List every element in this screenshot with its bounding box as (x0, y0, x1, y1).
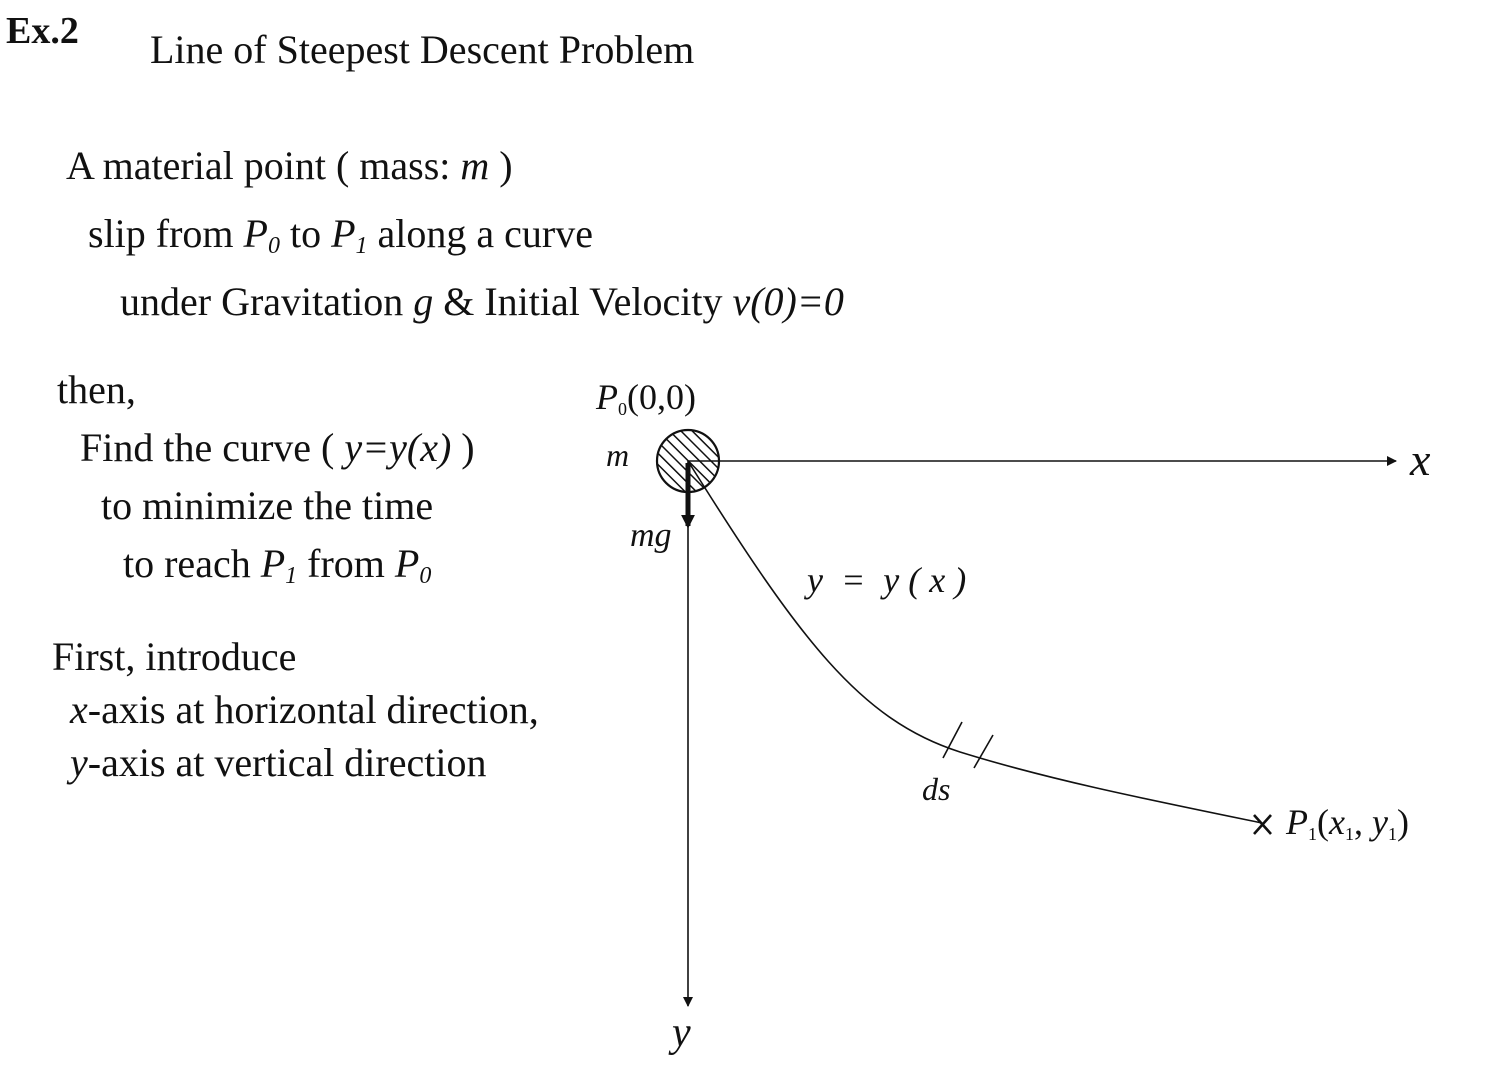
g-symbol: g (413, 279, 434, 324)
find-curve-prefix: Find the curve ( (80, 425, 345, 470)
p0-symbol: P (243, 211, 268, 256)
p1-subscript: 1 (355, 233, 368, 259)
setup-line-1-prefix: A material point ( mass: (66, 143, 461, 188)
ds-tick-1 (943, 722, 962, 758)
p1-comma: , (1353, 802, 1372, 842)
y-variable: y (70, 740, 88, 785)
mass-label: m (606, 437, 630, 473)
initial-velocity-expr: v(0)=0 (732, 279, 844, 324)
gravitation-text: under Gravitation (120, 279, 414, 324)
mass-symbol: m (460, 143, 490, 188)
reach-from-text: from (297, 541, 395, 586)
p1-y-coord: y (1371, 802, 1388, 842)
trajectory-curve (688, 461, 1262, 823)
y-axis-text: -axis at vertical direction (87, 740, 487, 785)
slip-from-text: slip from (88, 211, 244, 256)
example-label: Ex.2 (6, 10, 79, 52)
reach-p0-subscript: 0 (419, 563, 432, 589)
p1-label-letter: P (1286, 802, 1308, 842)
minimize-time-line: to minimize the time (101, 483, 434, 528)
reach-p0-symbol: P (394, 541, 420, 586)
curve-equation-label: y = y ( x ) (807, 560, 967, 600)
p0-coordinates: (0,0) (627, 377, 696, 417)
then-text: then, (57, 367, 136, 412)
p1-y-subscript: 1 (1387, 824, 1397, 844)
p0-label (595, 377, 696, 419)
reach-prefix: to reach (123, 541, 261, 586)
x-axis-text: -axis at horizontal direction, (87, 687, 539, 732)
to-text: to (279, 211, 332, 256)
first-introduce-text: First, introduce (52, 634, 297, 679)
p1-close-paren: ) (1396, 802, 1409, 842)
p1-symbol: P (331, 211, 356, 256)
p0-label-letter: P (596, 377, 618, 417)
reach-p1-subscript: 1 (285, 563, 298, 589)
x-axis-label: x (1410, 434, 1431, 485)
along-curve-text: along a curve (367, 211, 593, 256)
ds-tick-2 (974, 735, 993, 768)
p0-subscript: 0 (267, 233, 280, 259)
reach-p1-symbol: P (260, 541, 286, 586)
weight-label: mg (630, 517, 672, 554)
p1-label-subscript: 1 (1308, 824, 1317, 844)
x-variable: x (70, 687, 88, 732)
initial-velocity-text: & Initial Velocity (433, 279, 733, 324)
p1-open-paren: ( (1317, 802, 1329, 842)
setup-line-1-suffix: ) (489, 143, 513, 188)
find-curve-suffix: ) (451, 425, 475, 470)
p1-label (1285, 802, 1409, 844)
page-title: Line of Steepest Descent Problem (150, 27, 695, 72)
ds-label: ds (922, 771, 951, 807)
curve-expression: y=y(x) (344, 425, 452, 470)
p1-x-coord: x (1329, 802, 1345, 842)
p1-x-subscript: 1 (1344, 824, 1354, 844)
p0-label-subscript: 0 (618, 399, 627, 419)
p1-cross-icon (1254, 815, 1271, 834)
y-axis-label: y (672, 1010, 691, 1056)
